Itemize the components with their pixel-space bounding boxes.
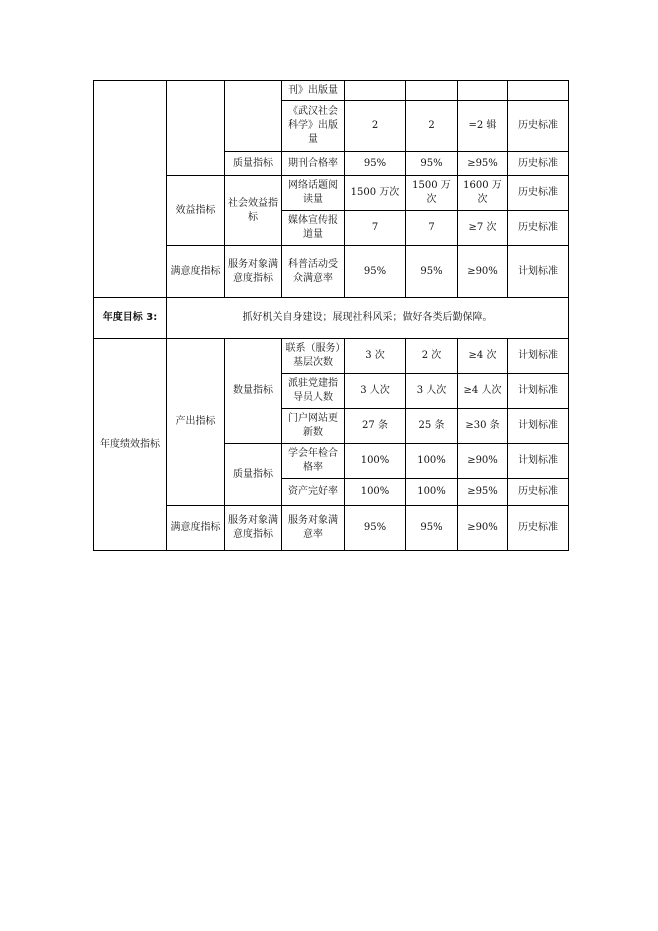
basis-cell: 历史标准 — [508, 479, 569, 506]
level1-cell: 产出指标 — [167, 339, 225, 506]
indicator-cell: 媒体宣传报道量 — [282, 211, 345, 246]
indicator-cell: 服务对象满意率 — [282, 506, 345, 551]
basis-cell: 计划标准 — [508, 246, 569, 298]
actual-value-cell: 25 条 — [406, 409, 458, 444]
standard-value-cell: ≥90% — [458, 506, 508, 551]
target-value-cell: 1500 万次 — [345, 176, 406, 211]
standard-value-cell — [458, 81, 508, 101]
basis-cell: 计划标准 — [508, 409, 569, 444]
standard-value-cell: ≥95% — [458, 479, 508, 506]
indicator-cell: 门户网站更新数 — [282, 409, 345, 444]
level2-cell: 质量指标 — [225, 444, 282, 506]
table-row — [94, 339, 569, 374]
actual-value-cell: 100% — [406, 444, 458, 479]
target-value-cell: 3 人次 — [345, 374, 406, 409]
annual-goal-label: 年度目标 3: — [94, 298, 167, 339]
level1-cell — [167, 81, 225, 176]
indicator-cell: 网络话题阅读量 — [282, 176, 345, 211]
annual-goal-text: 抓好机关自身建设；展现社科风采；做好各类后勤保障。 — [167, 298, 569, 339]
standard-value-cell: ≥95% — [458, 152, 508, 176]
level2-cell: 质量指标 — [225, 152, 282, 176]
standard-value-cell: =2 辑 — [458, 101, 508, 152]
level2-cell: 服务对象满意度指标 — [225, 506, 282, 551]
target-value-cell: 3 次 — [345, 339, 406, 374]
section-label-cell: 年度绩效指标 — [94, 339, 167, 551]
target-value-cell: 95% — [345, 246, 406, 298]
target-value-cell: 100% — [345, 444, 406, 479]
indicator-cell: 派驻党建指导员人数 — [282, 374, 345, 409]
actual-value-cell — [406, 81, 458, 101]
level1-cell: 满意度指标 — [167, 246, 225, 298]
standard-value-cell: ≥4 人次 — [458, 374, 508, 409]
target-value-cell: 95% — [345, 506, 406, 551]
target-value-cell: 95% — [345, 152, 406, 176]
indicator-cell: 《武汉社会科学》出版量 — [282, 101, 345, 152]
basis-cell: 历史标准 — [508, 506, 569, 551]
indicator-cell: 资产完好率 — [282, 479, 345, 506]
level2-cell — [225, 81, 282, 152]
actual-value-cell: 7 — [406, 211, 458, 246]
target-value-cell — [345, 81, 406, 101]
basis-cell: 历史标准 — [508, 211, 569, 246]
basis-cell — [508, 81, 569, 101]
indicator-cell: 学会年检合格率 — [282, 444, 345, 479]
level2-cell: 服务对象满意度指标 — [225, 246, 282, 298]
table-row — [94, 81, 569, 101]
basis-cell: 计划标准 — [508, 339, 569, 374]
level2-cell: 社会效益指标 — [225, 176, 282, 246]
standard-value-cell: ≥4 次 — [458, 339, 508, 374]
target-value-cell: 100% — [345, 479, 406, 506]
basis-cell: 历史标准 — [508, 176, 569, 211]
level1-cell: 满意度指标 — [167, 506, 225, 551]
target-value-cell: 2 — [345, 101, 406, 152]
standard-value-cell: ≥90% — [458, 444, 508, 479]
level2-cell: 数量指标 — [225, 339, 282, 444]
indicator-cell: 刊》出版量 — [282, 81, 345, 101]
standard-value-cell: ≥90% — [458, 246, 508, 298]
annual-goal-row — [94, 298, 569, 339]
actual-value-cell: 3 人次 — [406, 374, 458, 409]
indicator-cell: 联系（服务）基层次数 — [282, 339, 345, 374]
actual-value-cell: 1500 万次 — [406, 176, 458, 211]
target-value-cell: 7 — [345, 211, 406, 246]
basis-cell: 历史标准 — [508, 101, 569, 152]
performance-indicator-table — [93, 80, 569, 551]
standard-value-cell: ≥7 次 — [458, 211, 508, 246]
actual-value-cell: 95% — [406, 506, 458, 551]
actual-value-cell: 100% — [406, 479, 458, 506]
actual-value-cell: 95% — [406, 152, 458, 176]
target-value-cell: 27 条 — [345, 409, 406, 444]
standard-value-cell: ≥30 条 — [458, 409, 508, 444]
indicator-cell: 期刊合格率 — [282, 152, 345, 176]
actual-value-cell: 2 — [406, 101, 458, 152]
actual-value-cell: 2 次 — [406, 339, 458, 374]
level1-cell: 效益指标 — [167, 176, 225, 246]
actual-value-cell: 95% — [406, 246, 458, 298]
basis-cell: 计划标准 — [508, 374, 569, 409]
basis-cell: 历史标准 — [508, 152, 569, 176]
basis-cell: 计划标准 — [508, 444, 569, 479]
section-label-cell — [94, 81, 167, 298]
standard-value-cell: 1600 万次 — [458, 176, 508, 211]
indicator-cell: 科普活动受众满意率 — [282, 246, 345, 298]
